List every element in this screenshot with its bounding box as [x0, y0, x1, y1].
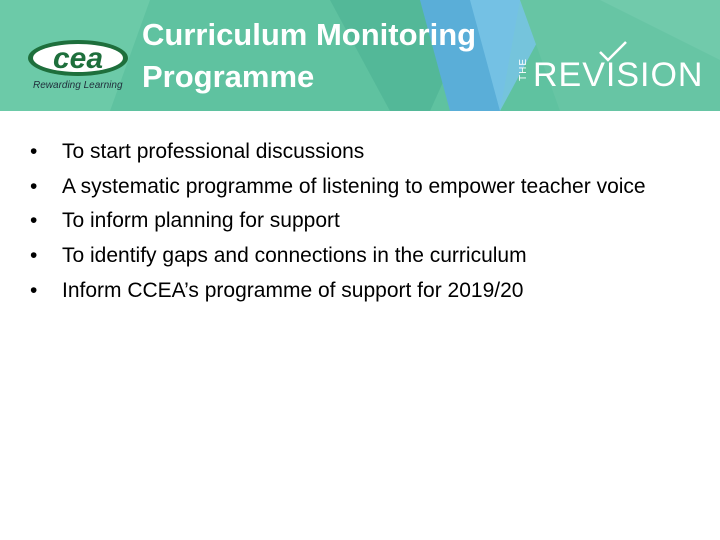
logo-tagline: Rewarding Learning: [33, 80, 123, 91]
bullet-item: • To start professional discussions: [30, 136, 670, 168]
title-line-2: Programme: [142, 59, 315, 94]
tick-mark-icon: [598, 40, 628, 62]
cea-logo: [26, 38, 136, 96]
bullet-item: • Inform CCEA’s programme of support for 2019/20: [30, 275, 670, 307]
title-line-1: Curriculum Monitoring: [142, 17, 477, 52]
revision-prefix: THE: [518, 58, 529, 81]
bullet-item: • To inform planning for support: [30, 205, 670, 237]
revision-word: REVISION: [533, 56, 704, 94]
bullet-list: [30, 136, 670, 310]
slide-header: [0, 0, 720, 111]
logo-letters: cea: [52, 42, 104, 75]
cea-logo-mark: [26, 38, 130, 78]
the-revision-logo: [518, 40, 708, 100]
bullet-item: • A systematic programme of listening to empower teacher voice: [30, 171, 670, 202]
bullet-item: • To identify gaps and connections in the curriculum: [30, 240, 670, 272]
slide-title: [142, 14, 476, 98]
